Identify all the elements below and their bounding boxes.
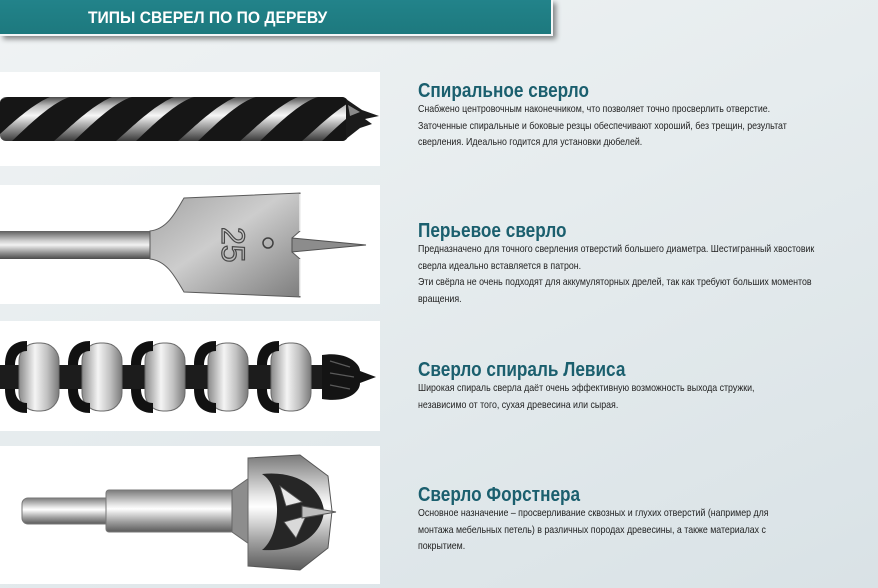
spade-drill-title: Перьевое сверло [418, 220, 567, 242]
spiral-drill-bit-icon [0, 72, 380, 166]
spiral-drill-bit-image [0, 72, 380, 166]
description-line: Основное назначение – просверливание сквозных и глухих отверстий (например для [418, 507, 769, 519]
lewis-auger-bit-image [0, 321, 380, 431]
lewis-auger-bit-icon [0, 321, 380, 431]
forstner-shank [22, 498, 112, 524]
header-banner [0, 0, 553, 36]
spiral-drill-title: Спиральное сверло [418, 80, 589, 102]
forstner-bit-image [0, 446, 380, 584]
spade-drill-point [292, 238, 366, 252]
description-line: Предназначено для точного сверления отверстий большего диаметра. Шестигранный хвостовик [418, 243, 815, 255]
spade-drill-bit-icon [0, 185, 380, 304]
description-line: независимо от того, сухая древесина или сырая. [418, 398, 619, 411]
forstner-title: Сверло Форстнера [418, 484, 581, 506]
description-line: сверления. Идеально годится для установки дюбелей. [418, 136, 643, 148]
lewis-auger-title: Сверло спираль Левиса [418, 359, 626, 381]
description-line: Широкая спираль сверла даёт очень эффективную возможность выхода стружки, [418, 382, 755, 394]
description-line: монтажа мебельных петель) в различных породах древесины, а также материалах с [418, 523, 766, 536]
spiral-drill-tip [346, 99, 379, 139]
spade-drill-description [418, 221, 873, 307]
description-line: сверла идеально вставляется в патрон. [418, 259, 582, 272]
description-line: Заточенные спиральные и боковые резцы обеспечивают хороший, без трещин, результат [418, 119, 787, 132]
spade-drill-bit-image [0, 185, 380, 304]
forstner-collar [106, 490, 234, 532]
spiral-drill-description [418, 81, 873, 151]
description-line: покрытием. [418, 540, 466, 552]
spade-drill-shank [0, 231, 160, 259]
forstner-bit-icon [0, 446, 380, 584]
page-title: ТИПЫ СВЕРЕЛ ПО ПО ДЕРЕВУ [88, 8, 328, 27]
description-line: Снабжено центровочным наконечником, что позволяет точно просверлить отверстие. [418, 103, 771, 115]
lewis-auger-description [418, 360, 873, 413]
description-line: вращения. [418, 292, 462, 305]
description-line: Эти свёрла не очень подходят для аккумуляторных дрелей, так как требуют больших моментов [418, 276, 812, 288]
spade-drill-size-marking: 25 [215, 227, 251, 263]
forstner-description [418, 485, 873, 555]
